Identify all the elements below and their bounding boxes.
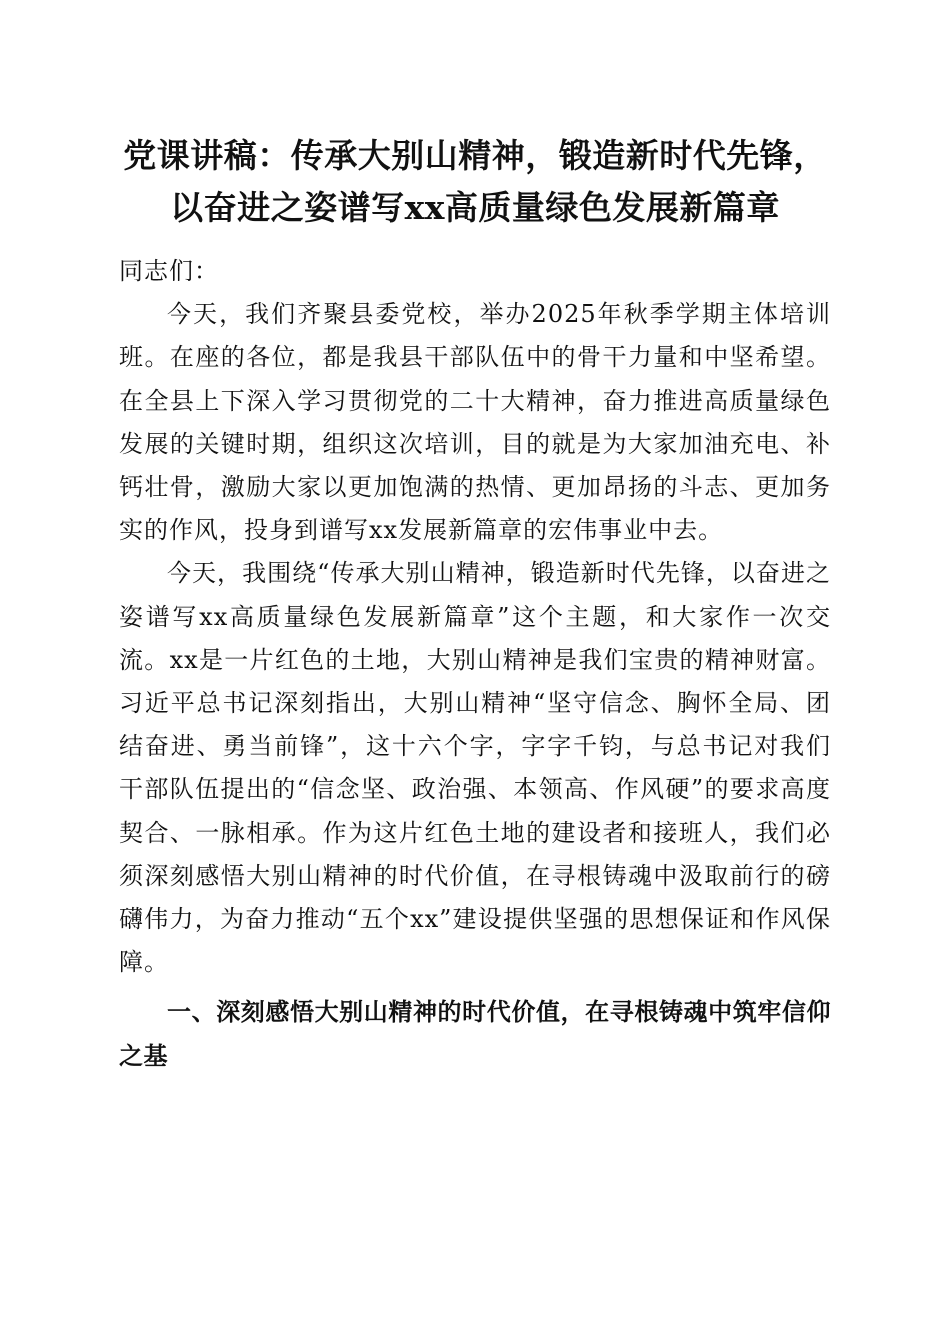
document-body [119, 250, 831, 1078]
section-heading: 一、深刻感悟大别山精神的时代价值，在寻根铸魂中筑牢信仰之基 [119, 998, 831, 1071]
title-line-2: 以奋进之姿谱写xx高质量绿色发展新篇章 [170, 188, 780, 227]
salutation: 同志们： [119, 257, 219, 285]
paragraph-opening: 今天，我们齐聚县委党校，举办2025年秋季学期主体培训班。在座的各位，都是我县干部队伍中的骨干力量和中坚希望。在全县上下深入学习贯彻党的二十大精神，奋力推进高质量绿色发展的关键时期，组织这次培训，目的就是为大家加油充电、补钙壮骨，激励大家以更加饱满的热情、更加昂扬的斗志、更加务实的作风，投身到谱写xx发展新篇章的宏伟事业中去。 [119, 300, 831, 545]
title-line-1: 党课讲稿：传承大别山精神，锻造新时代先锋， [123, 136, 827, 175]
paragraph-theme: 今天，我围绕“传承大别山精神，锻造新时代先锋，以奋进之姿谱写xx高质量绿色发展新篇章”这个主题，和大家作一次交流。xx是一片红色的土地，大别山精神是我们宝贵的精神财富。习近平总书记深刻指出，大别山精神“坚守信念、胸怀全局、团结奋进、勇当前锋”，这十六个字，字字千钧，与总书记对我们干部队伍提出的“信念坚、政治强、本领高、作风硬”的要求高度契合、一脉相承。作为这片红色土地的建设者和接班人，我们必须深刻感悟大别山精神的时代价值，在寻根铸魂中汲取前行的磅礴伟力，为奋力推动“五个xx”建设提供坚强的思想保证和作风保障。 [119, 559, 831, 977]
document-title [100, 130, 850, 234]
